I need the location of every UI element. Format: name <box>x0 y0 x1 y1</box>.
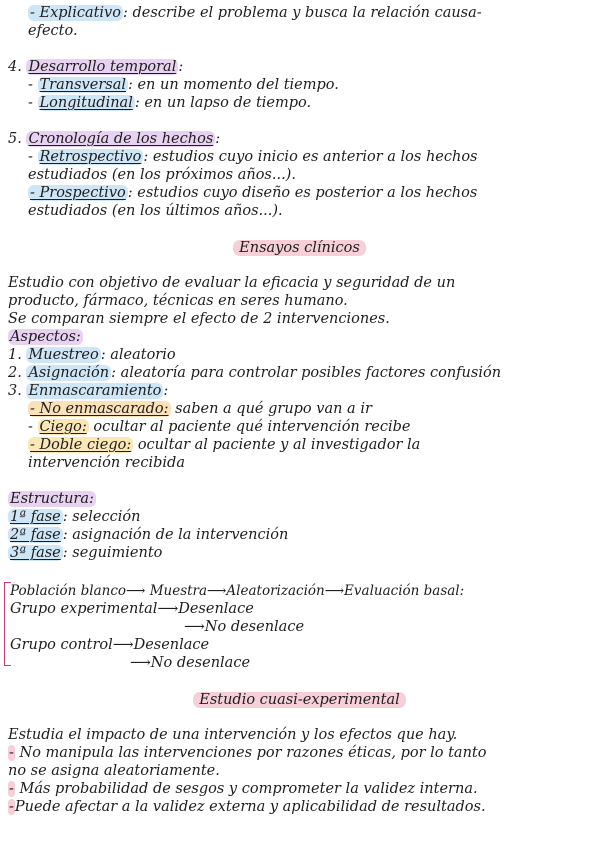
flow-line-3: ⟶No desenlace <box>184 619 305 635</box>
flow-line-1: Población blanco⟶ Muestra⟶Aleatorización⟶Evaluación basal: <box>10 583 465 599</box>
cuasi-line-1: Estudia el impacto de una intervención y los efectos que hay. <box>8 727 458 743</box>
cuasi-bullet-1-line-2: no se asigna aleatoriamente. <box>8 763 220 779</box>
no-enmascarado-line: - No enmascarado: saben a qué grupo van a ir <box>30 401 372 417</box>
longitudinal-term: Longitudinal <box>39 95 133 111</box>
fase-3-term: 3ª fase <box>10 545 61 561</box>
desarrollo-temporal-heading: 4. Desarrollo temporal : <box>8 59 184 75</box>
explicativo-line: - Explicativo : describe el problema y busca la relación causa- <box>30 5 482 21</box>
explicativo-line-2: efecto. <box>28 23 78 39</box>
asignacion-term: Asignación <box>28 365 110 381</box>
doble-ciego-line: - Doble ciego: ocultar al paciente y al investigador la <box>30 437 421 453</box>
prospectivo-line: - Prospectivo : estudios cuyo diseño es posterior a los hechos <box>30 185 478 201</box>
enmascaramiento-term: Enmascaramiento <box>28 383 162 399</box>
doble-ciego-line-2: intervención recibida <box>28 455 185 471</box>
longitudinal-line: - Longitudinal : en un lapso de tiempo. <box>28 95 312 111</box>
cuasi-bullet-3: -Puede afectar a la validez externa y aplicabilidad de resultados. <box>9 799 486 815</box>
no-enmascarado-term: - No enmascarado: <box>30 401 169 417</box>
cronologia-term: Cronología de los hechos <box>28 131 214 147</box>
muestreo-line: 1. Muestreo : aleatorio <box>8 347 176 363</box>
ensayos-intro-2: producto, fármaco, técnicas en seres humano. <box>8 293 348 309</box>
cuasi-experimental-title: Estudio cuasi-experimental <box>0 690 599 710</box>
fase-2-term: 2ª fase <box>10 527 61 543</box>
cuasi-bullet-2: - Más probabilidad de sesgos y comprometer la validez interna. <box>9 781 478 797</box>
cronologia-heading: 5. Cronología de los hechos : <box>8 131 221 147</box>
ensayos-intro-1: Estudio con objetivo de evaluar la eficacia y seguridad de un <box>8 275 456 291</box>
fase-3-line: 3ª fase : seguimiento <box>10 545 163 561</box>
flow-line-5: ⟶No desenlace <box>130 655 251 671</box>
ensayos-intro-3: Se comparan siempre el efecto de 2 intervenciones. <box>8 311 390 327</box>
prospectivo-term: - Prospectivo <box>30 185 126 201</box>
asignacion-line: 2. Asignación : aleatoría para controlar posibles factores confusión <box>8 365 502 381</box>
ciego-line: - Ciego: ocultar al paciente qué intervención recibe <box>28 419 411 435</box>
explicativo-term: - Explicativo <box>30 5 121 21</box>
ensayos-clinicos-title: Ensayos clínicos <box>0 238 599 258</box>
aspectos-heading: Aspectos: <box>10 329 81 345</box>
retrospectivo-line-2: estudiados (en los próximos años...). <box>28 167 296 183</box>
enmascaramiento-line: 3. Enmascaramiento : <box>8 383 169 399</box>
transversal-line: - Transversal : en un momento del tiempo. <box>28 77 339 93</box>
flow-line-2: Grupo experimental⟶Desenlace <box>10 601 254 617</box>
retrospectivo-term: Retrospectivo <box>39 149 142 165</box>
fase-1-term: 1ª fase <box>10 509 61 525</box>
desarrollo-temporal-term: Desarrollo temporal <box>28 59 177 75</box>
muestreo-term: Muestreo <box>28 347 99 363</box>
flow-line-4: Grupo control⟶Desenlace <box>10 637 210 653</box>
ciego-term: Ciego: <box>39 419 87 435</box>
doble-ciego-term: - Doble ciego: <box>30 437 132 453</box>
prospectivo-line-2: estudiados (en los últimos años...). <box>28 203 283 219</box>
fase-2-line: 2ª fase : asignación de la intervención <box>10 527 289 543</box>
estructura-heading: Estructura: <box>10 491 94 507</box>
fase-1-line: 1ª fase : selección <box>10 509 141 525</box>
cuasi-bullet-1: - No manipula las intervenciones por razones éticas, por lo tanto <box>9 745 487 761</box>
transversal-term: Transversal <box>39 77 126 93</box>
retrospectivo-line: - Retrospectivo : estudios cuyo inicio es anterior a los hechos <box>28 149 478 165</box>
